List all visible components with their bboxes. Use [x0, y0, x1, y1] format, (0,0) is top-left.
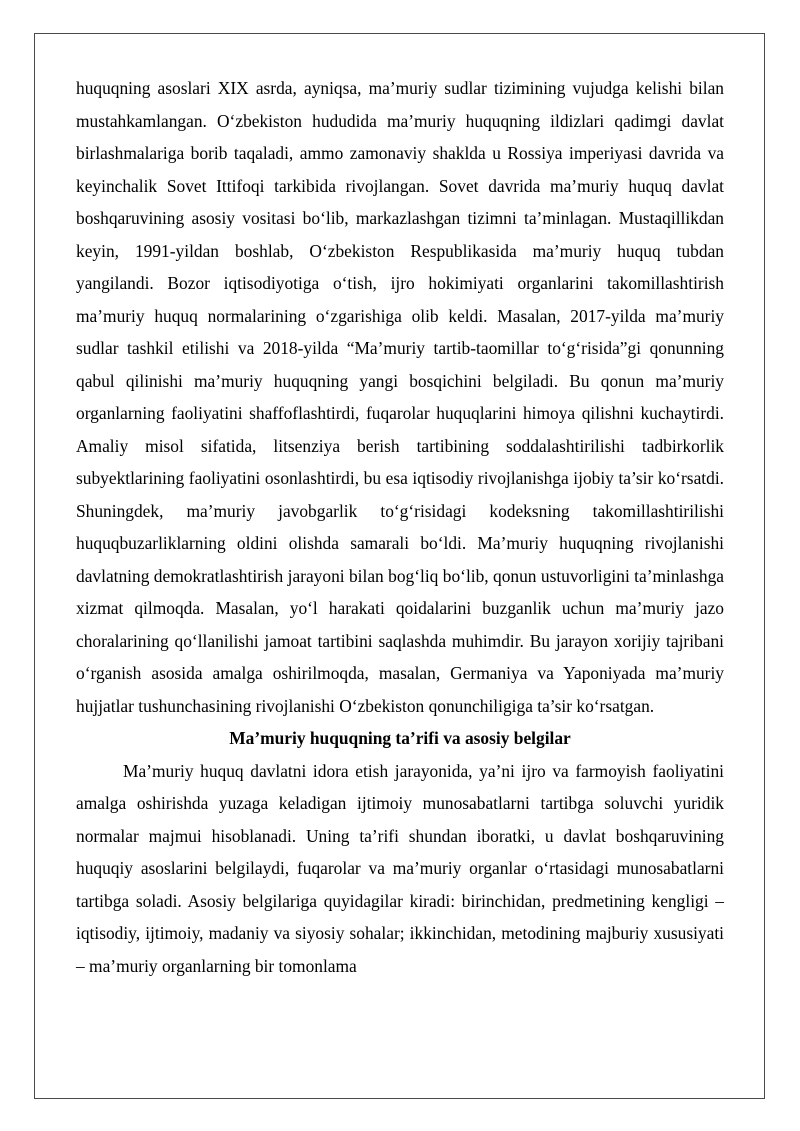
section-heading: Ma’muriy huquqning ta’rifi va asosiy belgilar: [229, 728, 571, 748]
paragraph-history: huquqning asoslari XIX asrda, ayniqsa, ma’muriy sudlar tizimining vujudga kelishi bilan mustahkamlangan. O‘zbekiston hududida ma’muriy huquqning ildizlari qadimgi davlat birlashmalariga borib taqaladi, ammo zamonaviy shaklda u Rossiya imperiyasi davrida va keyinchalik Sovet Ittifoqi tarkibida rivojlangan. Sovet davrida ma’muriy huquq davlat boshqaruvining asosiy vositasi bo‘lib, markazlashgan tizimni ta’minlagan. Mustaqillikdan keyin, 1991-yildan boshlab, O‘zbekiston Respublikasida ma’muriy huquq tubdan yangilandi. Bozor iqtisodiyotiga o‘tish, ijro hokimiyati organlarini takomillashtirish ma’muriy huquq normalarining o‘zgarishiga olib keldi. Masalan, 2017-yilda ma’muriy sudlar tashkil etilishi va 2018-yilda “Ma’muriy tartib-taomillar to‘g‘risida”gi qonunning qabul qilinishi ma’muriy huquqning yangi bosqichini belgiladi. Bu qonun ma’muriy organlarning faoliyatini shaffoflashtirdi, fuqarolar huquqlarini himoya qilishni kuchaytirdi. Amaliy misol sifatida, litsenziya berish tartibining soddalashtirilishi tadbirkorlik subyektlarining faoliyatini osonlashtirdi, bu esa iqtisodiy rivojlanishga ijobiy ta’sir ko‘rsatdi. Shuningdek, ma’muriy javobgarlik to‘g‘risidagi kodeksning takomillashtirilishi huquqbuzarliklarning oldini olishda samarali bo‘ldi. Ma’muriy huquqning rivojlanishi davlatning demokratlashtirish jarayoni bilan bog‘liq bo‘lib, qonun ustuvorligini ta’minlashga xizmat qilmoqda. Masalan, yo‘l harakati qoidalarini buzganlik uchun ma’muriy jazo choralarining qo‘llanilishi jamoat tartibini saqlashda muhimdir. Bu jarayon xorijiy tajribani o‘rganish asosida amalga oshirilmoqda, masalan, Germaniya va Yaponiyada ma’muriy hujjatlar tushunchasining rivojlanishi O‘zbekiston qonunchiligiga ta’sir ko‘rsatgan.: [76, 78, 724, 716]
document-body: [76, 72, 724, 982]
paragraph-definition: Ma’muriy huquq davlatni idora etish jarayonida, ya’ni ijro va farmoyish faoliyatini amalga oshirishda yuzaga keladigan ijtimoiy munosabatlarni tartibga soluvchi yuridik normalar majmui hisoblanadi. Uning ta’rifi shundan iboratki, u davlat boshqaruvining huquqiy asoslarini belgilaydi, fuqarolar va ma’muriy organlar o‘rtasidagi munosabatlarni tartibga soladi. Asosiy belgilariga quyidagilar kiradi: birinchidan, predmetining kengligi – iqtisodiy, ijtimoiy, madaniy va siyosiy sohalar; ikkinchidan, metodining majburiy xususiyati – ma’muriy organlarning bir tomonlama: [76, 760, 724, 976]
